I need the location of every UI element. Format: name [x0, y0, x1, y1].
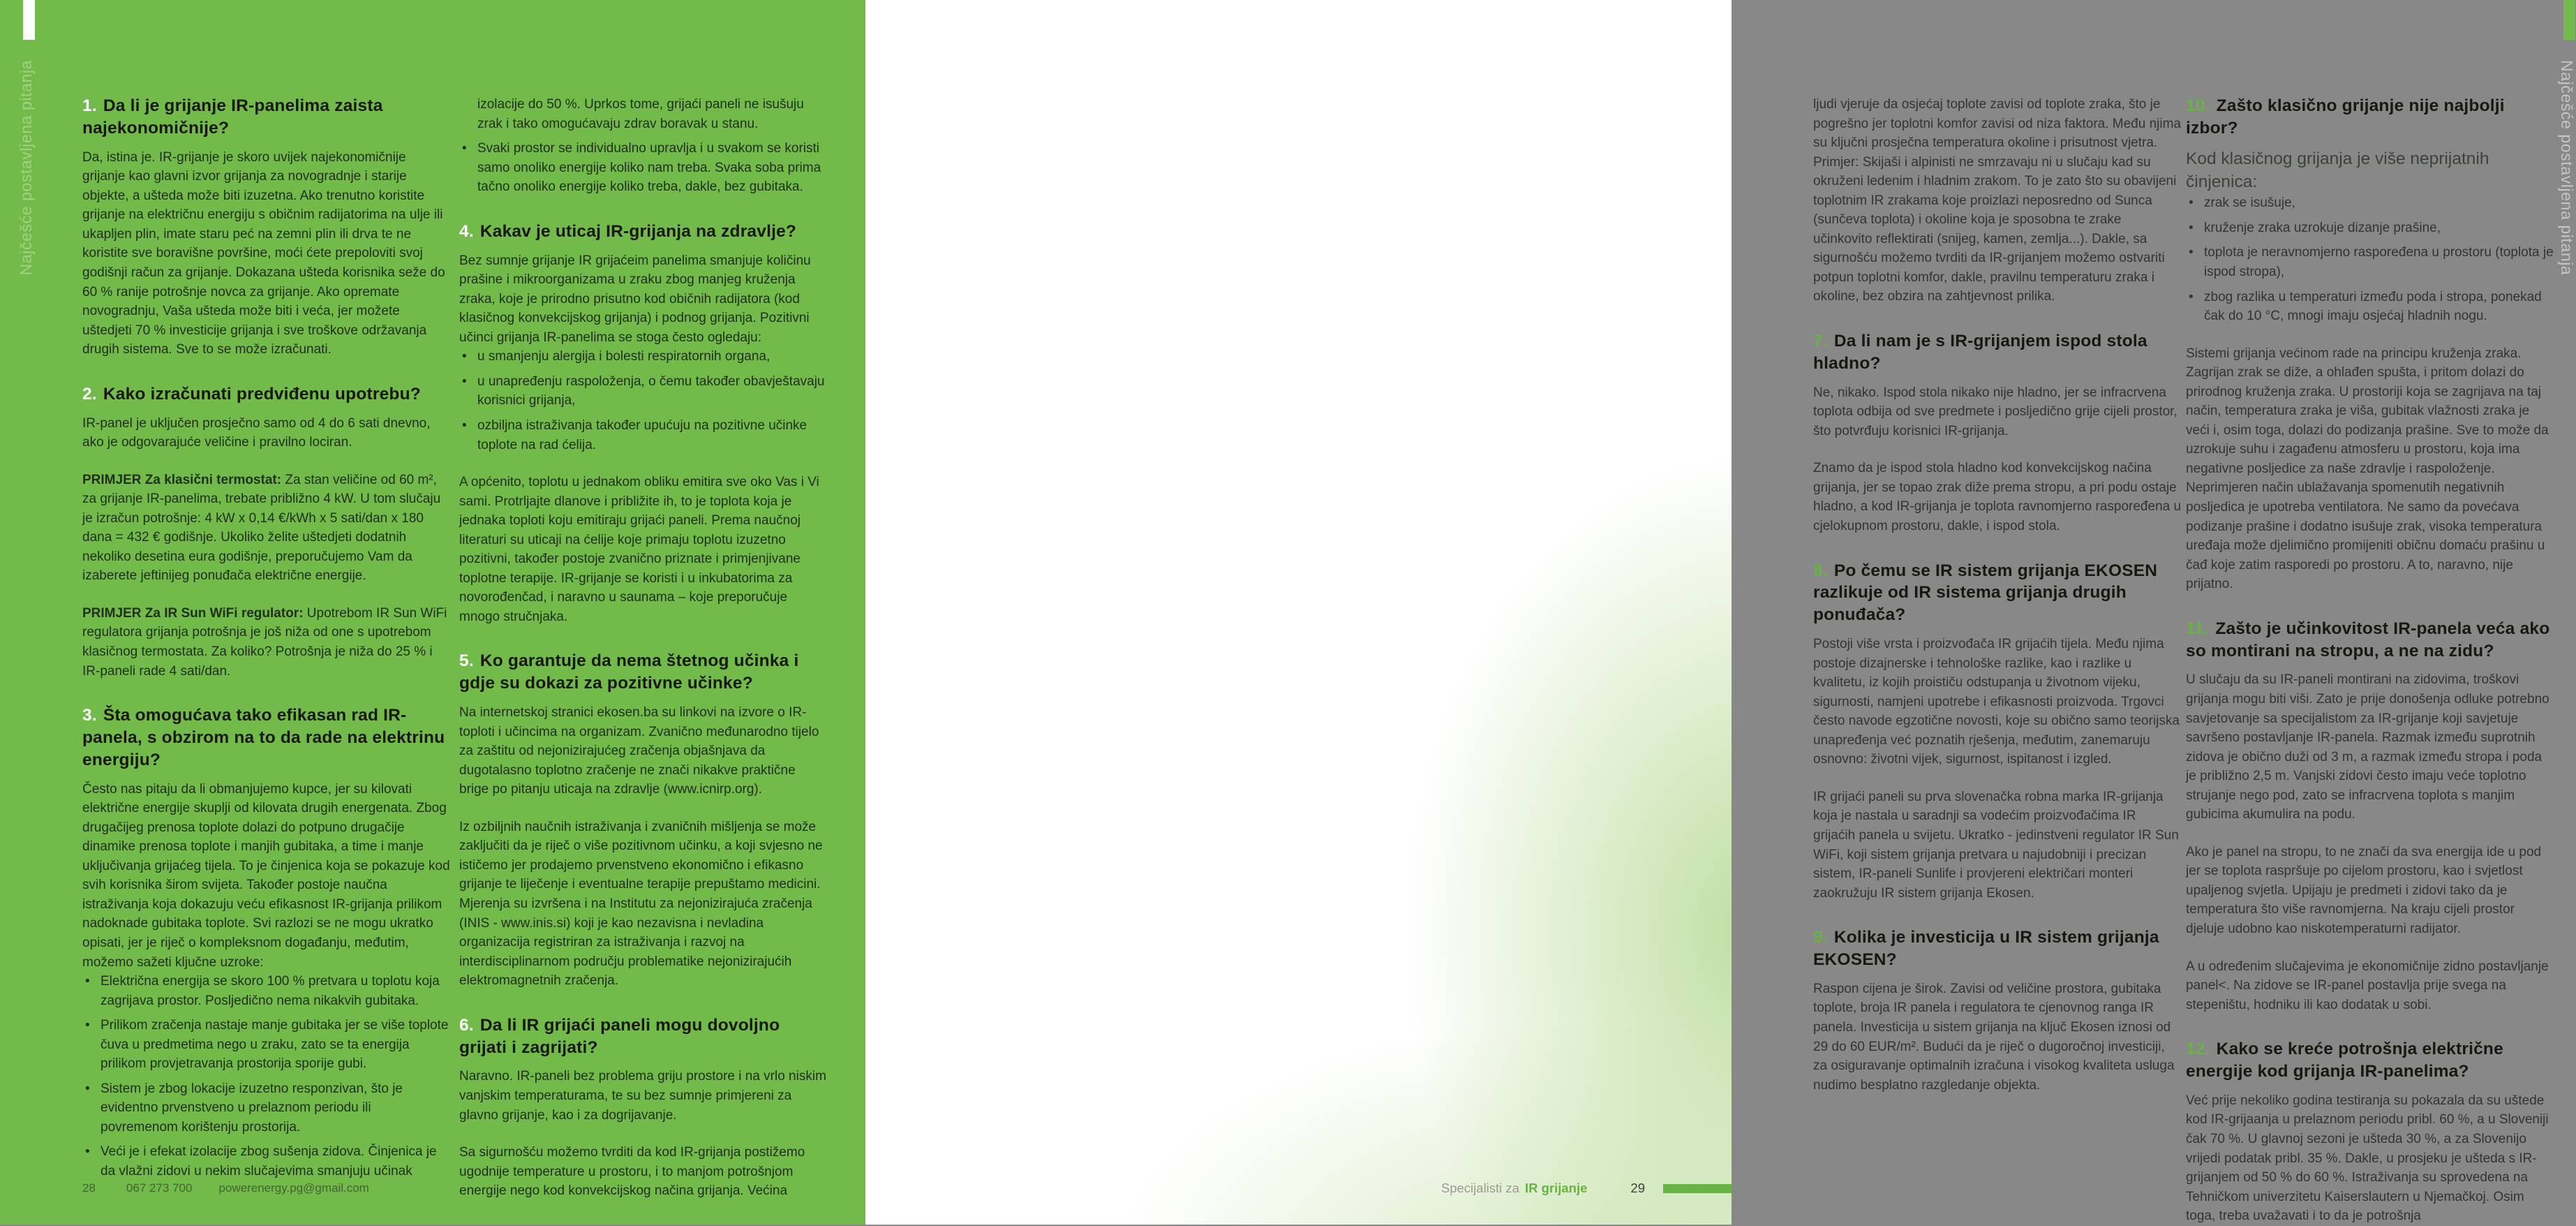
paragraph	[82, 604, 451, 681]
bullet-item: • u smanjenju alergija i bolesti respiratornih organa,	[459, 347, 828, 367]
bullet-item: • Električna energija se skoro 100 % pretvara u toplotu koja zagrijava prostor. Posljedično nema nikakvih gubitaka.	[82, 972, 451, 1010]
question-heading	[1813, 926, 2182, 971]
question-text: Kakav je uticaj IR-grijanja na zdravlje?	[479, 221, 797, 241]
question-heading	[459, 650, 828, 695]
paragraph: Iz ozbiljnih naučnih istraživanja i zvaničnih mišljenja se može zaključiti da je riječ o više pozitivnom učinku, a koji svjesno ne ističemo jer prodajemo prvenstveno ekonomično i efikasno grijanje te liječenje i eventualne terapije prepuštamo medicini. Mjerenja su izvršena i na Institutu za nejonizirajuća zračenja (INIS - www.inis.si) koji je kao nezavisna i nevladina organizacija registriran za istraživanja i razvoj na interdisciplinarnom području problematike nejonizirajućih elektromagnetnih zračenja.	[459, 819, 823, 989]
page-number-left: 28	[82, 1181, 96, 1195]
question-text: Po čemu se IR sistem grijanja EKOSEN razlikuje od IR sistema grijanja drugih ponuđača?	[1813, 561, 2158, 625]
bullet-item: • Sistem je zbog lokacije izuzetno responzivan, što je evidentno prvenstveno u prelaznom periodu ili povremenom korištenju prostorija.	[82, 1079, 451, 1137]
paragraph-text: Za stan veličine od 60 m², za grijanje IR-panelima, trebate približno 4 kW. U tom slučaju je izračun potrošnje: 4 kW x 0,14 €/kWh x 5 sati/dan x 180 dana = 432 € godišnje. Ukoliko želite uštedjeti dodatnih nekoliko desetina eura godišnje, preporučujemo Vam da izaberete jeftinijeg ponuđača električne energije.	[82, 472, 441, 584]
bullet-list	[459, 347, 828, 455]
paragraph: Sa sigurnošću možemo tvrditi da kod IR-grijanja postižemo ugodnije temperature u prostoru, i to manjom potrošnjom energije nego kod konvekcijskog načina grijanja. Većina	[459, 1145, 805, 1199]
paragraph: Naravno. IR-paneli bez problema griju prostore i na vrlo niskim vanjskim temperaturama, te su bez sumnje primjereni za glavno grijanje, kao i za dogrijavanje.	[459, 1069, 826, 1123]
bullet-list	[82, 972, 451, 1181]
side-label-left: Najčešće postavljena pitanja	[17, 60, 35, 276]
question-number: 4.	[459, 221, 474, 241]
question-text: Da li nam je s IR-grijanjem ispod stola hladno?	[1813, 332, 2147, 373]
question-text: Da li IR grijaći paneli mogu dovoljno grijati i zagrijati?	[459, 1015, 780, 1057]
paragraph	[82, 471, 451, 586]
question-heading	[1813, 330, 2182, 375]
paragraph: U slučaju da su IR-paneli montirani na zidovima, troškovi grijanja mogu biti viši. Zato je prije donošenja odluke potrebno savjetovanje sa specijalistom za IR-grijanje koji savjetuje savršeno postavljanje IR-panela. Razmak između suprotnih zidova je obično duži od 3 m, a razmak između stropa i poda je približno 2,5 m. Vanjski zidovi često imaju veće toplotno strujanje nego pod, zato se infracrvena toplota s manjim gubicima akumulira na podu.	[2186, 672, 2549, 822]
paragraph: Na internetskoj stranici ekosen.ba su linkovi na izvore o IR-toploti i učincima na organizam. Zvanično međunarodno tijelo za zaštitu od nejonizirajućeg zračenja objašnjava da dugotalasno toplotno zračenje ne znači nikakve praktične brige po pitanju uticaja na zdravlje (www.icnirp.org).	[459, 705, 819, 797]
paragraph: Ako je panel na stropu, to ne znači da sva energija ide u pod jer se toplota raspršuje po cijelom prostoru, kao i svjetlost upaljenog svjetla. Upijaju je predmeti i zidovi tako da je temperatura što više ravnomjerna. Na kraju cijeli prostor djeluje udobno kao niskotemperaturni radijator.	[2186, 844, 2542, 936]
question-heading	[459, 221, 828, 243]
paragraph: A općenito, toplotu u jednakom obliku emitira sve oko Vas i Vi sami. Protrljajte dlanove i približite ih, to je toplota koja je jednaka toploti koju emitiraju grijaći paneli. Prema naučnoj literaturi su uticaji na ćelije koje primaju toplotu izuzetno pozitivni, također postoje zvanično priznate i primjenjivane toplotne terapije. IR-grijanje se koristi i u inkubatorima za novorođenčad, i naravno u saunama – koje preporučuje mnogo stručnjaka.	[459, 475, 819, 624]
bullet-item: • Veći je i efekat izolacije zbog sušenja zidova. Činjenica je da vlažni zidovi u nekim slučajevima smanjuju učinak	[82, 1142, 451, 1181]
question-number: 5.	[459, 651, 474, 671]
question-heading	[2186, 618, 2554, 663]
paragraph: Raspon cijena je širok. Zavisi od veličine prostora, gubitaka toplote, broja IR panela i regulatora te cjenovnog ranga IR panela. Investicija u sistem grijanja na ključ Ekosen iznosi od 29 do 60 EUR/m². Budući da je riječ o dugoročnoj investiciji, za osiguravanje optimalnih izračuna i visokog kvaliteta usluga nudimo besplatno razgledanje objekta.	[1813, 981, 2175, 1093]
bullet-item: • toplota je neravnomjerno raspoređena u prostoru (toplota je ispod stropa),	[2186, 243, 2554, 281]
page-number-right: 29	[1630, 1181, 1645, 1195]
paragraph: Već prije nekoliko godina testiranja su pokazala da su uštede kod IR-grijaanja u prelaznom periodu pribl. 60 %, a u Sloveniji čak 70 %. U glavnoj sezoni je ušteda 30 %, a za Slovenijo vrijedi podatak pribl. 35 %. Dakle, u prosjeku je ušteda s IR-grijanjem od 50 % do 60 %. Istraživanja su sprovedena na Tehničkom univerzitetu Kaiserslautern u Njemačkoj. Osim toga, treba uvažavati i to da je potrošnja	[2186, 1093, 2549, 1224]
bullet-list	[2186, 193, 2554, 325]
question-number: 7.	[1813, 332, 1828, 351]
question-heading	[2186, 95, 2554, 140]
footer-tagline-prefix: Specijalisti za	[1440, 1181, 1519, 1195]
question-number: 6.	[459, 1015, 474, 1035]
subheading: Kod klasičnog grijanja je više neprijatnih činjenica:	[2186, 149, 2489, 191]
question-heading	[82, 95, 451, 140]
paragraph: IR-panel je uključen prosječno samo od 4 do 6 sati dnevno, ako je odgovarajuće veličine i pravilno lociran.	[82, 415, 431, 450]
faq-column-3	[1813, 95, 2182, 1095]
paragraph: A u određenim slučajevima je ekonomičnije zidno postavljanje panel<. Na zidove se IR-panel postavlja prije svega na stepeništu, hodniku ili kao dodatak u sobi.	[2186, 959, 2549, 1012]
question-number: 12.	[2186, 1040, 2210, 1059]
paragraph: Znamo da je ispod stola hladno kod konvekcijskog načina grijanja, jer se topao zrak diže prema stropu, a pri podu ostaje hladno, a kod IR-grijanja je toplota ravnomjerno raspoređena u cjelokupnom prostoru, dakle, i ispod stola.	[1813, 461, 2182, 533]
paragraph: IR grijaći paneli su prva slovenačka robna marka IR-grijanja koja je nastala u saradnji sa vodećim proizvođačima IR grijaćih panela u svijetu. Ukratko - jedinstveni regulator IR Sun WiFi, koji sistem grijanja pretvara u najudobniji i precizan sistem, IR-paneli Sunlife i provjereni električari monteri zaokružuju IR sistem grijanja Ekosen.	[1813, 789, 2179, 901]
paragraph-text: Upotrebom IR Sun WiFi regulatora grijanja potrošnja je još niža od one s upotrebom klasičnog termostata. Za koliko? Potrošnja je niža do 25 % i IR-paneli rade 4 sati/dan.	[82, 605, 447, 679]
question-text: Kako izračunati predviđenu upotrebu?	[103, 384, 421, 404]
bullet-item: • ozbiljna istraživanja također upućuju na pozitivne učinke toplote na rad ćelija.	[459, 416, 828, 455]
footer-right	[1441, 1179, 1732, 1197]
bullet-item: • zrak se isušuje,	[2186, 193, 2554, 213]
faq-column-1	[82, 95, 451, 1181]
footer-left	[82, 1181, 369, 1195]
paragraph: Sistemi grijanja većinom rade na principu kruženja zraka. Zagrijan zrak se diže, a ohlađen spušta, i pritom dolazi do prirodnog kruženja zraka. U prostoriji koja se zagrijava na taj način, temperatura zraka je viša, gubitak vlažnosti zraka je veći i, osim toga, dolazi do podizanja prašine. Sve to može da uzrokuje suhu i zagađenu atmosferu u prostoru, koja ima negativne posljedice za naše zdravlje i raspoloženje. Neprimjeren način ublažavanja spomenutih negativnih posljedica je upotreba ventilatora. Ne samo da povećava podizanje prašine i dodatno isušuje zrak, visoka temperatura uređaja može djelimično promijeniti običnu domaću prašinu u čađ koje zatim rasporedi po prostoru. A to, naravno, nije prijatno.	[2186, 346, 2549, 592]
corner-mark-right	[2563, 0, 2575, 40]
bullet-item: • u unapređenju raspoloženja, o čemu također obavještavaju korisnici grijanja,	[459, 372, 828, 411]
paragraph-bold-prefix: PRIMJER Za IR Sun WiFi regulator:	[82, 605, 304, 621]
paragraph: Da, istina je. IR-grijanje je skoro uvijek najekonomičnije grijanje kao glavni izvor grijanja za novogradnje i starije objekte, a ušteda može biti izuzetna. Ako trenutno koristite grijanje na električnu energiju s običnim radijatorima na ulje ili ukapljen plin, imate staru peć na zemni plin ili drva te ne koristite sve boravišne površine, moći ćete prepoloviti svoj godišnji račun za grijanje. Dokazana ušteda korisnika seže do 60 % ranije potrošnje novca za grijanje. Ako opremate novogradnju, Vaša ušteda može biti i veća, jer možete uštedjeti 70 % investicije grijanja i sve troškove održavanja drugih sistema. Sve to se može izračunati.	[82, 149, 445, 357]
question-number: 8.	[1813, 561, 1828, 580]
question-text: Šta omogućava tako efikasan rad IR-panela, s obzirom na to da rade na elektrinu energiju?	[82, 706, 445, 769]
footer-brand: IR grijanje	[1524, 1181, 1588, 1195]
question-number: 9.	[1813, 928, 1828, 947]
page-right	[865, 0, 2576, 1225]
question-number: 3.	[82, 706, 97, 725]
question-number: 2.	[82, 384, 97, 404]
question-number: 11.	[2186, 619, 2210, 638]
bullet-item: • Svaki prostor se individualno upravlja i u svakom se koristi samo onoliko energije koliko nam treba. Svaka soba prima tačno onoliko energije koliko treba, dakle, bez gubitaka.	[459, 139, 828, 197]
question-text: Kolika je investicija u IR sistem grijanja EKOSEN?	[1813, 928, 2159, 970]
faq-column-2	[459, 95, 828, 1201]
question-text: Zašto klasično grijanje nije najbolji izbor?	[2186, 96, 2505, 138]
question-text: Da li je grijanje IR-panelima zaista najekonomičnije?	[82, 96, 383, 138]
question-heading	[459, 1014, 828, 1059]
question-heading	[2186, 1038, 2554, 1083]
paragraph: Bez sumnje grijanje IR grijaćeim panelima smanjuje količinu prašine i mikroorganizama u zraku zbog manjeg kruženja zraka, koje je prirodno prisutno kod običnih radijatora (kod klasičnog konvekcijskog grijanja) i podnog grijanja. Pozitivni učinci grijanja IR-panelima se stoga često ogledaju:	[459, 253, 811, 345]
corner-mark-left	[23, 0, 35, 40]
question-text: Kako se kreće potrošnja električne energije kod grijanja IR-panelima?	[2186, 1040, 2503, 1081]
question-text: Zašto je učinkovitost IR-panela veća ako so montirani na stropu, a ne na zidu?	[2186, 619, 2550, 660]
question-number: 10.	[2186, 96, 2210, 115]
question-heading	[82, 704, 451, 771]
paragraph: Postoji više vrsta i proizvođača IR grijaćih tijela. Među njima postoje dizajnerske i tehnološke razlike, kao i razlike u kvalitetu, iz kojih proističu odstupanja u životnom vijeku, sigurnosti, namjeni upotrebe i efikasnosti proizvoda. Trgovci često navode egzotične novosti, koje su obično samo teorijska unapređenja već poznatih rješenja, međutim, zanemaruju osnovno: životni vijek, sigurnost, ispitanost i izgled.	[1813, 637, 2180, 767]
footer-accent-bar	[1663, 1184, 1732, 1193]
paragraph: Često nas pitaju da li obmanjujemo kupce, jer su kilovati električne energije skuplji od kilovata drugih energenata. Zbog drugačijeg prenosa toplote dolazi do potpuno drugačije dinamike prenosa toplote i manjih gubitaka, a time i manje uključivanja grijaćeg tijela. To je činjenica koja se pokazuje kod svih korisnika širom svijeta. Također postoje naučna istraživanja koja dokazuju veću efikasnost IR-grijanja prilikom nadoknade gubitaka toplote. Svi razlozi se ne mogu ukratko opisati, jer je riječ o kompleksnom događanju, međutim, možemo sažeti ključne uzroke:	[82, 781, 450, 970]
question-number: 1.	[82, 96, 97, 115]
question-text: Ko garantuje da nema štetnog učinka i gdje su dokazi za pozitivne učinke?	[459, 651, 799, 693]
question-heading	[1813, 560, 2182, 627]
faq-column-4	[2186, 95, 2554, 1226]
bullet-item: • Prilikom zračenja nastaje manje gubitaka jer se više toplote čuva u predmetima nego u zraku, zato se ta energija prilikom provjetravanja prostorija sporije gubi.	[82, 1016, 451, 1074]
question-heading	[82, 383, 451, 406]
bullet-list	[459, 95, 828, 197]
page-left	[0, 0, 865, 1225]
bullet-item: izolacije do 50 %. Uprkos tome, grijaći paneli ne isušuju zrak i tako omogućavaju zdrav boravak u stanu.	[477, 97, 804, 131]
bullet-item: • zbog razlika u temperaturi između poda i stropa, ponekad čak do 10 °C, mnogi imaju osjećaj hladnih nogu.	[2186, 288, 2554, 326]
paragraph: ljudi vjeruje da osjećaj toplote zavisi od toplote zraka, što je pogrešno jer toplotni komfor zavisi od niza faktora. Među njima su ključni prosječna temperatura okoline i prisutnost vjetra. Primjer: Skijaši i alpinisti ne smrzavaju ni u slučaju kad su okruženi ledenim i hladnim zrakom. To je zato što su obavijeni toplotnim IR zrakama koje proizlazi neposredno od Sunca (sunčeva toplota) i okoline koja je sposobna te zrake učinkovito reflektirati (snijeg, kamen, zemlja...). Dakle, sa sigurnošću možemo tvrditi da IR-grijanjem možemo ostvariti potpun toplotni komfor, dakle, pravilnu temperaturu zraka i okoline, bez obzira na zahtjevnost prilika.	[1813, 97, 2181, 304]
footer-email: powerenergy.pg@gmail.com	[218, 1181, 369, 1195]
side-label-right: Najčešće postavljena pitanja	[2558, 60, 2576, 276]
paragraph: Ne, nikako. Ispod stola nikako nije hladno, jer se infracrvena toplota odbija od sve predmete i posljedično grije cijeli prostor, što potvrđuju korisnici IR-grijanja.	[1813, 385, 2177, 438]
bullet-item: • kruženje zraka uzrokuje dizanje prašine,	[2186, 219, 2554, 238]
footer-phone: 067 273 700	[126, 1181, 193, 1195]
paragraph-bold-prefix: PRIMJER Za klasični termostat:	[82, 472, 282, 487]
